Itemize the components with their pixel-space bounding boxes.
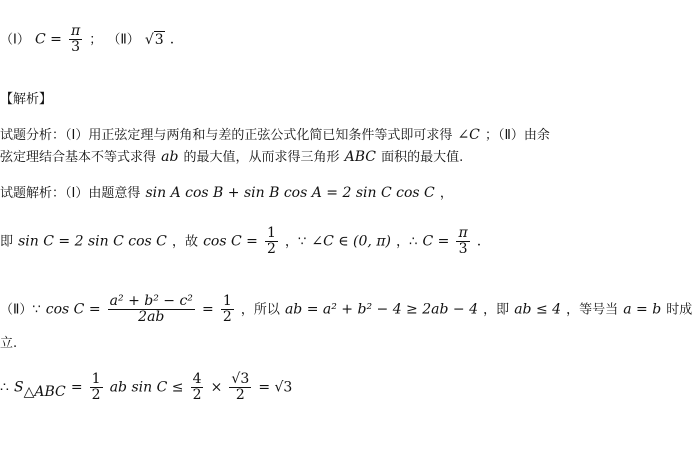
c-equals: C = <box>34 31 62 48</box>
sqrt3-half-fraction: $\frac{√3}{2}$ <box>231 371 250 403</box>
solution-line-3: （Ⅱ）∵ cos C = $\frac{\text{a² + b² − c²}}{2ab}$ = $\frac{1}{2}$ ，所以 ab = a² + b² − 4 ≥ 2ab − 4 ，即 ab ≤ 4 ，等号当 a = b 时成 <box>0 293 692 325</box>
solution-line-1: 试题解析：（Ⅰ）由题意得 sin A cos B + sin B cos A = 2 sin C cos C ， <box>0 185 453 201</box>
analysis-line-2: 弦定理结合基本不等式求得 ab 的最大值，从而求得三角形 ABC 面积的最大值. <box>0 149 464 165</box>
separator: ； <box>89 32 103 48</box>
one-half-fraction: $\frac{1}{2}$ <box>266 225 276 257</box>
cosine-law-fraction: $\frac{\text{a² + b² − c²}}{2ab}$ <box>109 293 193 325</box>
pi-over-3-fraction-2: $\frac{\pi}{3}$ <box>458 225 468 257</box>
part2-label: （Ⅱ） <box>107 32 140 48</box>
part1-label: （Ⅰ） <box>0 32 30 48</box>
one-half-fraction-2: $\frac{1}{2}$ <box>222 293 232 325</box>
one-half-fraction-3: $\frac{1}{2}$ <box>91 371 101 403</box>
solution-line-5: ∴ $S_{\triangle ABC}$ = $\frac{1}{2}$ ab sin C ≤ $\frac{4}{2}$ × $\frac{√3}{2}$ = √3 <box>0 371 293 403</box>
answer-period: . <box>169 31 175 48</box>
pi-over-3-fraction: $\frac{\pi}{3}$ <box>70 23 81 55</box>
trig-identity: sin A cos B + sin B cos A = 2 sin C cos C <box>145 185 435 201</box>
analysis-line-1: 试题分析：（Ⅰ）用正弦定理与两角和与差的正弦公式化简已知条件等式即可求得 ∠C ；（Ⅱ）由余 <box>0 127 550 143</box>
ab-var: ab <box>161 149 179 165</box>
angle-c: ∠C <box>457 127 480 143</box>
sqrt-three: √3 <box>144 31 164 48</box>
four-half-fraction: $\frac{4}{2}$ <box>192 371 202 403</box>
abc-var: ABC <box>344 149 376 165</box>
solution-line-4: 立. <box>0 336 18 351</box>
solution-line-2: 即 sin C = 2 sin C cos C ，故 cos C = $\frac{1}{2}$ ，∵ ∠C ∈ (0, π) ，∴ C = $\frac{\pi}{3}$ . <box>0 225 482 257</box>
jiexi-heading: 【解析】 <box>0 92 53 107</box>
answer-line <box>0 24 174 54</box>
area-symbol: S <box>14 379 24 396</box>
